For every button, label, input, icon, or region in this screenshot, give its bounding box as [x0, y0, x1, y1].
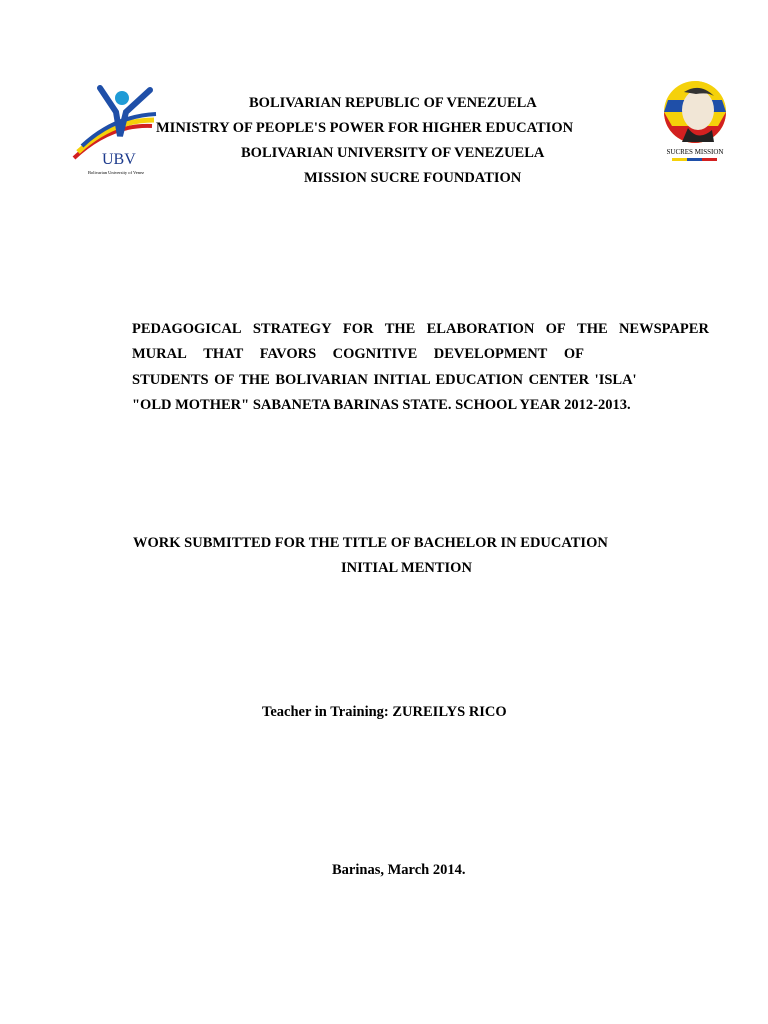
- submission-line-1: WORK SUBMITTED FOR THE TITLE OF BACHELOR IN EDUCATION: [133, 535, 608, 551]
- sucre-mission-logo: [658, 80, 732, 164]
- ubv-logo-caption: Bolivarian University of Venez: [88, 170, 145, 175]
- title-word: MURAL: [132, 346, 187, 362]
- title-word: FAVORS: [259, 346, 317, 362]
- title-word: OF: [545, 321, 566, 337]
- title-line-2: [132, 345, 584, 363]
- title-word: PEDAGOGICAL: [132, 321, 242, 337]
- submission-line-2: INITIAL MENTION: [341, 560, 472, 576]
- place-date: Barinas, March 2014.: [332, 862, 466, 878]
- header-ministry: MINISTRY OF PEOPLE'S POWER FOR HIGHER EDUCATION: [156, 120, 574, 136]
- header-republic: BOLIVARIAN REPUBLIC OF VENEZUELA: [249, 95, 537, 111]
- sucre-mission-caption: SUCRES MISSION: [666, 148, 724, 156]
- title-word: THE: [577, 321, 608, 337]
- ubv-logo-text: UBV: [102, 151, 136, 168]
- title-word: NEWSPAPER: [618, 321, 709, 337]
- title-word: STRATEGY: [252, 321, 332, 337]
- header-foundation: MISSION SUCRE FOUNDATION: [304, 170, 522, 186]
- title-word: OF: [563, 346, 584, 362]
- title-word: THAT: [203, 346, 244, 362]
- title-word: FOR: [342, 321, 374, 337]
- title-line-3: STUDENTS OF THE BOLIVARIAN INITIAL EDUCATION CENTER 'ISLA': [132, 372, 637, 388]
- title-line-4: "OLD MOTHER" SABANETA BARINAS STATE. SCHOOL YEAR 2012-2013.: [132, 397, 631, 413]
- title-word: COGNITIVE: [332, 346, 418, 362]
- title-line-1: [132, 320, 709, 338]
- title-word: THE: [384, 321, 416, 337]
- header-university: BOLIVARIAN UNIVERSITY OF VENEZUELA: [241, 145, 545, 161]
- author-line: Teacher in Training: ZUREILYS RICO: [262, 704, 507, 720]
- title-word: DEVELOPMENT: [433, 346, 548, 362]
- title-word: ELABORATION: [426, 321, 535, 337]
- ubv-logo: [70, 84, 170, 176]
